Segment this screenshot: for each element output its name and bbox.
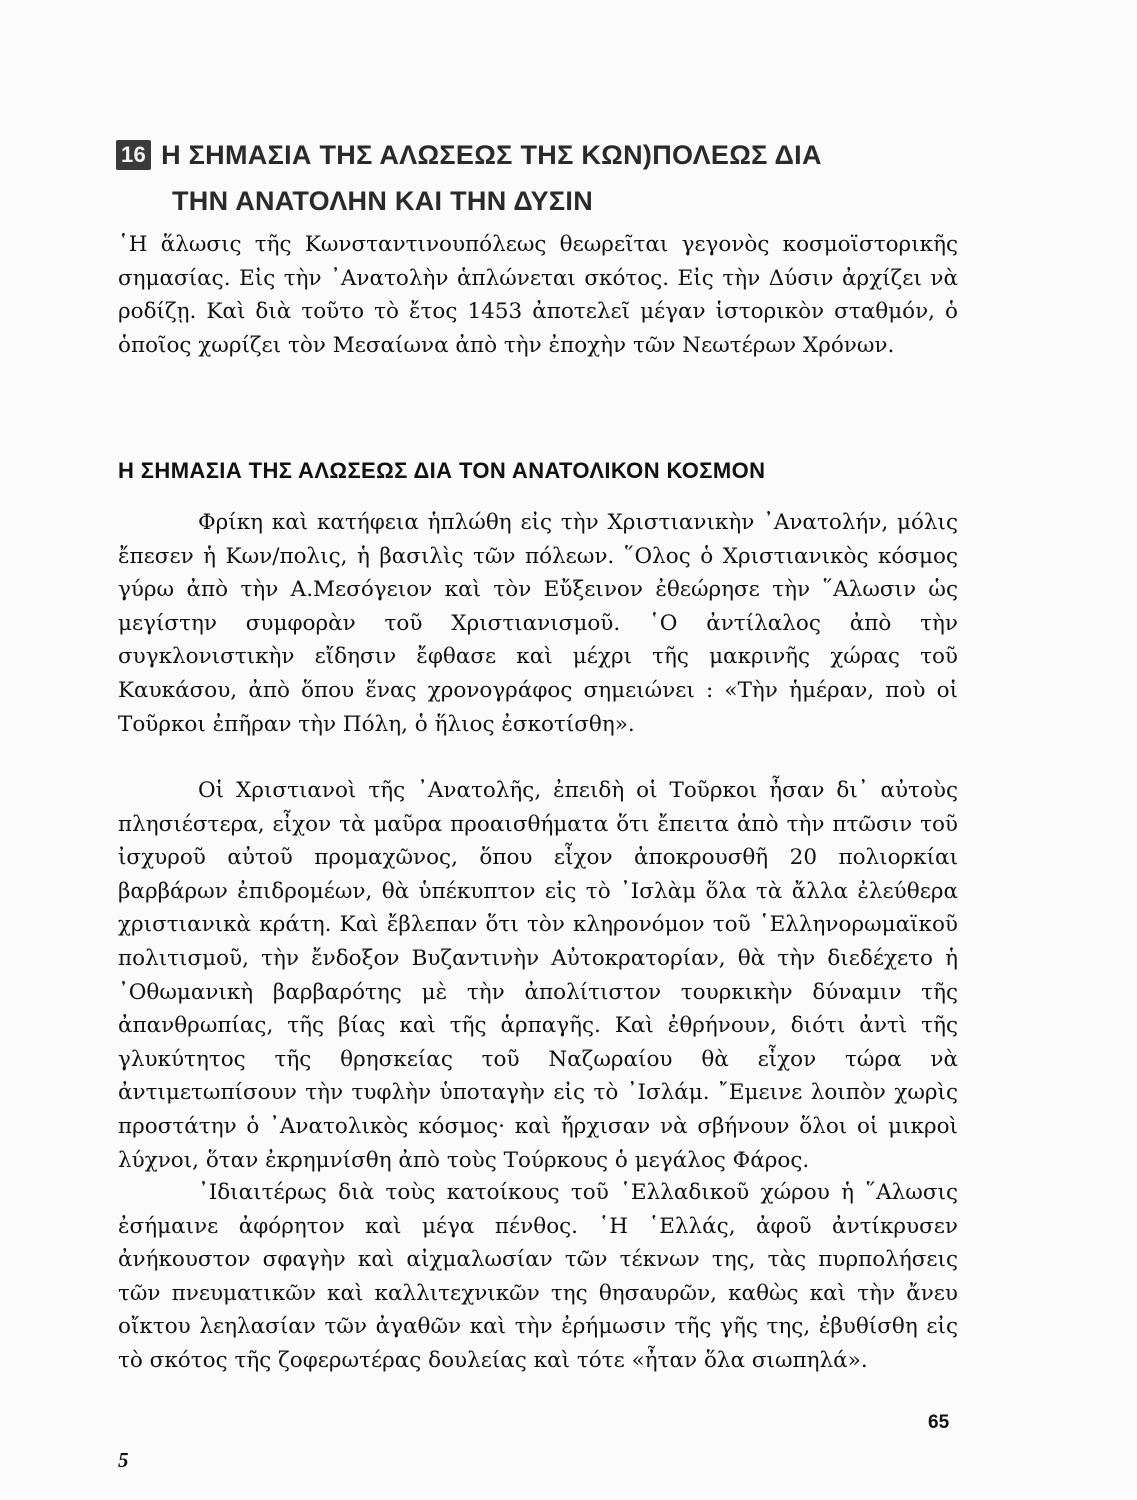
- body-paragraph-3: ᾿Ιδιαιτέρως διὰ τοὺς κατοίκους τοῦ ῾Ελλαδικοῦ χώρου ἡ ῞Αλωσις ἐσήμαινε ἀφόρητον καὶ μέγα πένθος. ῾Η ῾Ελλάς, ἀφοῦ ἀντίκρυσεν ἀνήκουστον σφαγὴν καὶ αἰχμαλωσίαν τῶν τέκνων της, τὰς πυρπολήσεις τῶν πνευματικῶν καὶ καλλιτεχνικῶν της θησαυρῶν, καθὼς καὶ τὴν ἄνευ οἴκτου λεηλασίαν τῶν ἀγαθῶν καὶ τὴν ἐρήμωσιν τῆς γῆς της, ἐβυθίσθη εἰς τὸ σκότος τῆς ζοφερωτέρας δουλείας καὶ τότε «ἦταν ὅλα σιωπηλά».: [118, 1180, 958, 1373]
- chapter-title-line-2: ΤΗΝ ΑΝΑΤΟΛΗΝ ΚΑΙ ΤΗΝ ΔΥΣΙΝ: [172, 186, 593, 216]
- intro-paragraph: ῾Η ἅλωσις τῆς Κωνσταντινουπόλεως θεωρεῖται γεγονὸς κοσμοϊστορικῆς σημασίας. Εἰς τὴν ᾿Ανατολὴν ἁπλώνεται σκότος. Εἰς τὴν Δύσιν ἀρχίζει νὰ ροδίζῃ. Καὶ διὰ τοῦτο τὸ ἔτος 1453 ἀποτελεῖ μέγαν ἱστορικὸν σταθμόν, ὁ ὁποῖος χωρίζει τὸν Μεσαίωνα ἀπὸ τὴν ἐποχὴν τῶν Νεωτέρων Χρόνων.: [118, 232, 958, 358]
- body-paragraph-2: Οἱ Χριστιανοὶ τῆς ᾿Ανατολῆς, ἐπειδὴ οἱ Τοῦρκοι ἦσαν δι᾿ αὐτοὺς πλησιέστερα, εἶχον τὰ μαῦρα προαισθήματα ὅτι ἔπειτα ἀπὸ τὴν πτῶσιν τοῦ ἰσχυροῦ αὐτοῦ προμαχῶνος, ὅπου εἶχον ἀποκρουσθῆ 20 πολιορκίαι βαρβάρων ἐπιδρομέων, θὰ ὑπέκυπτον εἰς τὸ ᾿Ισλὰμ ὅλα τὰ ἄλλα ἐλεύθερα χριστιανικὰ κράτη. Καὶ ἔβλεπαν ὅτι τὸν κληρονόμον τοῦ ῾Ελληνορωμαϊκοῦ πολιτισμοῦ, τὴν ἔνδοξον Βυζαντινὴν Αὐτοκρατορίαν, θὰ τὴν διεδέχετο ἡ ᾿Οθωμανικὴ βαρβαρότης μὲ τὴν ἀπολίτιστον τουρκικὴν δύναμιν τῆς ἀπανθρωπίας, τῆς βίας καὶ τῆς ἁρπαγῆς. Καὶ ἐθρήνουν, διότι ἀντὶ τῆς γλυκύτητος τῆς θρησκείας τοῦ Ναζωραίου θὰ εἶχον τώρα νὰ ἀντιμετωπίσουν τὴν τυφλὴν ὑποταγὴν εἰς τὸ ᾿Ισλάμ. ῎Εμεινε λοιπὸν χωρὶς προστάτην ὁ ᾿Ανατολικὸς κόσμος· καὶ ἤρχισαν νὰ σβήνουν ὅλοι οἱ μικροὶ λύχνοι, ὅταν ἐκρημνίσθη ἀπὸ τοὺς Τούρκους ὁ μεγάλος Φάρος.: [118, 778, 958, 1173]
- page-number: 65: [928, 1412, 950, 1433]
- chapter-title-text-1: Η ΣΗΜΑΣΙΑ ΤΗΣ ΑΛΩΣΕΩΣ ΤΗΣ ΚΩΝ)ΠΟΛΕΩΣ ΔΙΑ: [161, 140, 822, 170]
- body-paragraph-1: Φρίκη καὶ κατήφεια ἡπλώθη εἰς τὴν Χριστιανικὴν ᾿Ανατολήν, μόλις ἔπεσεν ἡ Κων/πολις, ἡ βασιλὶς τῶν πόλεων. ῞Ολος ὁ Χριστιανικὸς κόσμος γύρω ἀπὸ τὴν Α.Μεσόγειον καὶ τὸν Εὔξεινον ἐθεώρησε τὴν ῞Αλωσιν ὡς μεγίστην συμφορὰν τοῦ Χριστιανισμοῦ. ῾Ο ἀντίλαλος ἀπὸ τὴν συγκλονιστικὴν εἴδησιν ἔφθασε καὶ μέχρι τῆς μακρινῆς χώρας τοῦ Καυκάσου, ἀπὸ ὅπου ἕνας χρονογράφος σημειώνει : «Τὴν ἡμέραν, ποὺ οἱ Τοῦρκοι ἐπῆραν τὴν Πόλη, ὁ ἥλιος ἐσκοτίσθη».: [118, 510, 958, 737]
- chapter-heading: [116, 132, 976, 224]
- printer-signature-mark: 5: [118, 1448, 129, 1472]
- section-heading: Η ΣΗΜΑΣΙΑ ΤΗΣ ΑΛΩΣΕΩΣ ΔΙΑ ΤΟΝ ΑΝΑΤΟΛΙΚΟΝ ΚΟΣΜΟΝ: [118, 458, 766, 483]
- chapter-number-badge: 16: [116, 140, 151, 170]
- chapter-title-line-1: [116, 132, 976, 178]
